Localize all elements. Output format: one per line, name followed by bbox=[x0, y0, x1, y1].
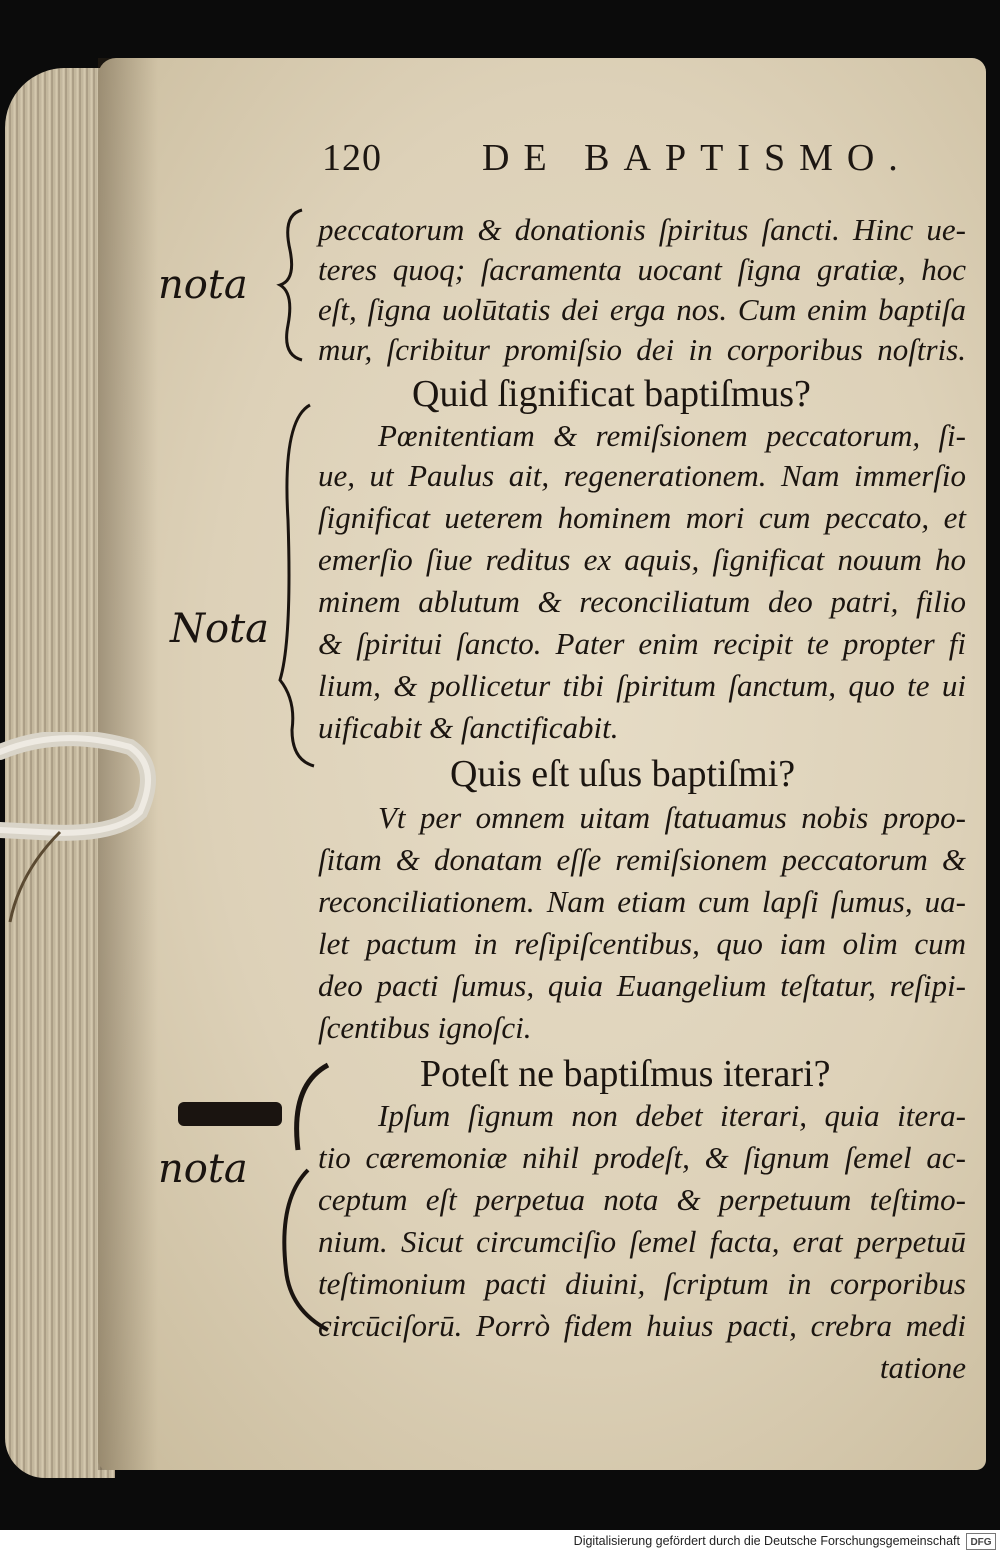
dfg-logo: DFG bbox=[966, 1533, 996, 1550]
text-line: deo pacti ſumus, quia Euangelium teſtatur, reſipi- bbox=[318, 968, 966, 1003]
section-heading: Quis eſt uſus baptiſmi? bbox=[450, 753, 796, 795]
text-line: ſitam & donatam eſſe remiſsionem peccatorum & bbox=[318, 842, 966, 877]
margin-bracket bbox=[270, 400, 320, 770]
text-line: ceptum eſt perpetua nota & perpetuum teſtimo- bbox=[318, 1182, 966, 1217]
section-heading: Quid ſignificat baptiſmus? bbox=[412, 373, 811, 415]
text-line: Ipſum ſignum non debet iterari, quia itera- bbox=[378, 1098, 966, 1133]
margin-note: nota bbox=[158, 1146, 248, 1192]
text-line: circūciſorū. Porrò fidem huius pacti, crebra medi bbox=[318, 1308, 966, 1343]
text-line: emerſio ſiue reditus ex aquis, ſignificat nouum ho bbox=[318, 542, 966, 577]
margin-note: Nota bbox=[170, 606, 270, 652]
footer-credit: Digitalisierung gefördert durch die Deutsche Forschungsgemeinschaft bbox=[573, 1534, 960, 1548]
running-head: DE BAPTISMO. bbox=[482, 137, 912, 179]
text-line: ſignificat ueterem hominem mori cum peccato, et bbox=[318, 500, 966, 535]
text-line: let pactum in reſipiſcentibus, quo iam olim cum bbox=[318, 926, 966, 961]
text-line: teres quoq; ſacramenta uocant ſigna gratiæ, hoc bbox=[318, 252, 966, 287]
text-line: tio cæremoniæ nihil prodeſt, & ſignum ſemel ac- bbox=[318, 1140, 966, 1175]
catchword: tatione bbox=[879, 1350, 966, 1385]
text-line: eſt, ſigna uolūtatis dei erga nos. Cum enim baptiſa bbox=[318, 292, 966, 327]
text-line: ſcentibus ignoſci. bbox=[318, 1010, 532, 1045]
text-line: ue, ut Paulus ait, regenerationem. Nam immerſio bbox=[318, 458, 966, 493]
text-line: minem ablutum & reconciliatum deo patri, filio bbox=[318, 584, 966, 619]
footer bbox=[0, 1530, 1000, 1555]
text-line: uificabit & ſanctificabit. bbox=[318, 710, 619, 745]
margin-bracket bbox=[272, 205, 312, 365]
text-line: mur, ſcribitur promiſsio dei in corporibus noſtris. bbox=[318, 332, 966, 367]
text-line: nium. Sicut circumciſio ſemel facta, erat perpetuū bbox=[318, 1224, 966, 1259]
text-line: reconciliationem. Nam etiam cum lapſi ſumus, ua- bbox=[318, 884, 966, 919]
text-line: lium, & pollicetur tibi ſpiritum ſanctum, quo te ui bbox=[318, 668, 966, 703]
gutter-shadow bbox=[98, 58, 158, 1470]
section-heading: Poteſt ne baptiſmus iterari? bbox=[420, 1053, 831, 1095]
text-line: Pœnitentiam & remiſsionem peccatorum, ſi- bbox=[378, 418, 966, 453]
margin-note: nota bbox=[158, 262, 248, 308]
text-line: teſtimonium pacti diuini, ſcriptum in corporibus bbox=[318, 1266, 966, 1301]
ink-blot bbox=[172, 1092, 292, 1132]
page-number: 120 bbox=[322, 137, 382, 179]
text-line: & ſpiritui ſancto. Pater enim recipit te propter fi bbox=[318, 626, 966, 661]
text-line: Vt per omnem uitam ſtatuamus nobis propo- bbox=[378, 800, 966, 835]
page-header bbox=[322, 136, 972, 182]
text-line: peccatorum & donationis ſpiritus ſancti. Hinc ue- bbox=[318, 212, 966, 247]
